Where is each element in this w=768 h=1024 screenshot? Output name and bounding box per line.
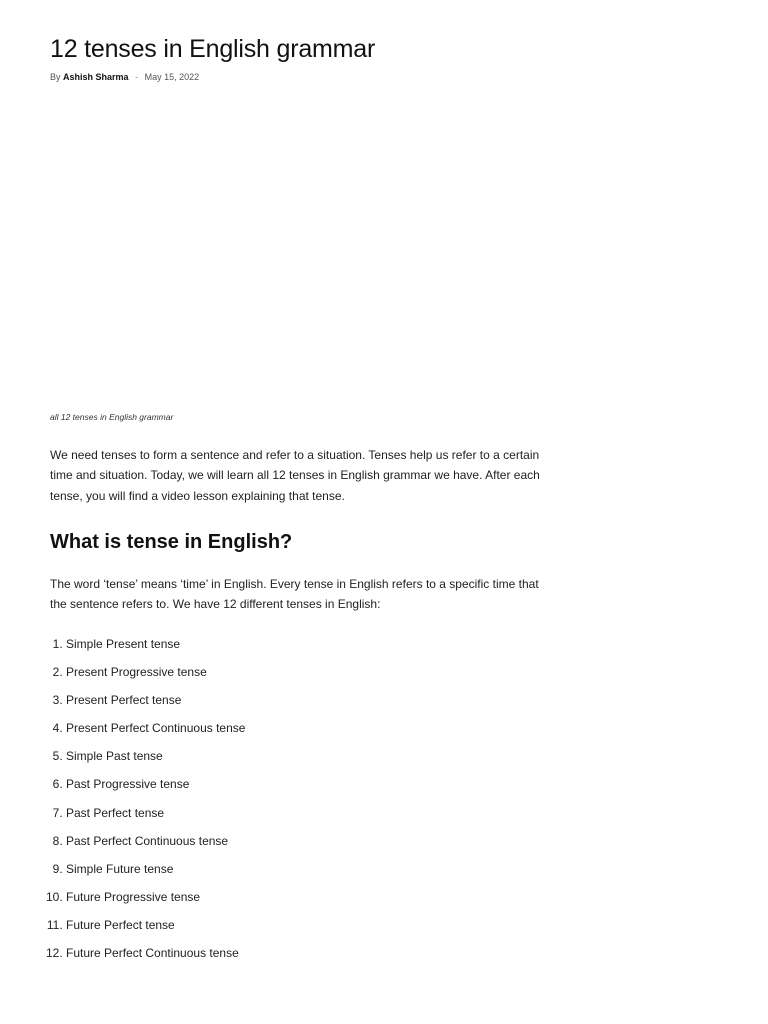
section-heading: What is tense in English? bbox=[50, 531, 293, 553]
tense-list bbox=[50, 636, 245, 973]
author-link[interactable]: Ashish Sharma bbox=[63, 72, 129, 82]
list-item: 7. Past Perfect tense bbox=[66, 805, 245, 833]
article-title: 12 tenses in English grammar bbox=[50, 35, 376, 63]
list-item: 10. Future Progressive tense bbox=[66, 889, 245, 917]
list-item: 1. Simple Present tense bbox=[66, 636, 245, 664]
list-item: 3. Present Perfect tense bbox=[66, 692, 245, 720]
list-item: 11. Future Perfect tense bbox=[66, 917, 245, 945]
list-item: 5. Simple Past tense bbox=[66, 748, 245, 776]
list-item: 4. Present Perfect Continuous tense bbox=[66, 720, 245, 748]
publish-date: May 15, 2022 bbox=[144, 72, 200, 82]
list-item: 2. Present Progressive tense bbox=[66, 664, 245, 692]
image-caption: all 12 tenses in English grammar bbox=[50, 412, 174, 422]
definition-paragraph: The word ‘tense’ means ‘time’ in English. Every tense in English refers to a specific time that the sentence refers to. We have 12 different tenses in English: bbox=[50, 577, 539, 612]
meta-separator: - bbox=[135, 72, 139, 82]
list-item: 6. Past Progressive tense bbox=[66, 776, 245, 804]
article-meta bbox=[50, 72, 199, 82]
list-item: 9. Simple Future tense bbox=[66, 861, 245, 889]
featured-image bbox=[50, 100, 550, 400]
intro-paragraph: We need tenses to form a sentence and refer to a situation. Tenses help us refer to a certain time and situation. Today, we will learn all 12 tenses in English grammar we have. After each tense, you will find a video lesson explaining that tense. bbox=[50, 448, 540, 503]
list-item: 8. Past Perfect Continuous tense bbox=[66, 833, 245, 861]
list-item: 12. Future Perfect Continuous tense bbox=[66, 945, 245, 973]
by-label: By bbox=[50, 72, 61, 82]
